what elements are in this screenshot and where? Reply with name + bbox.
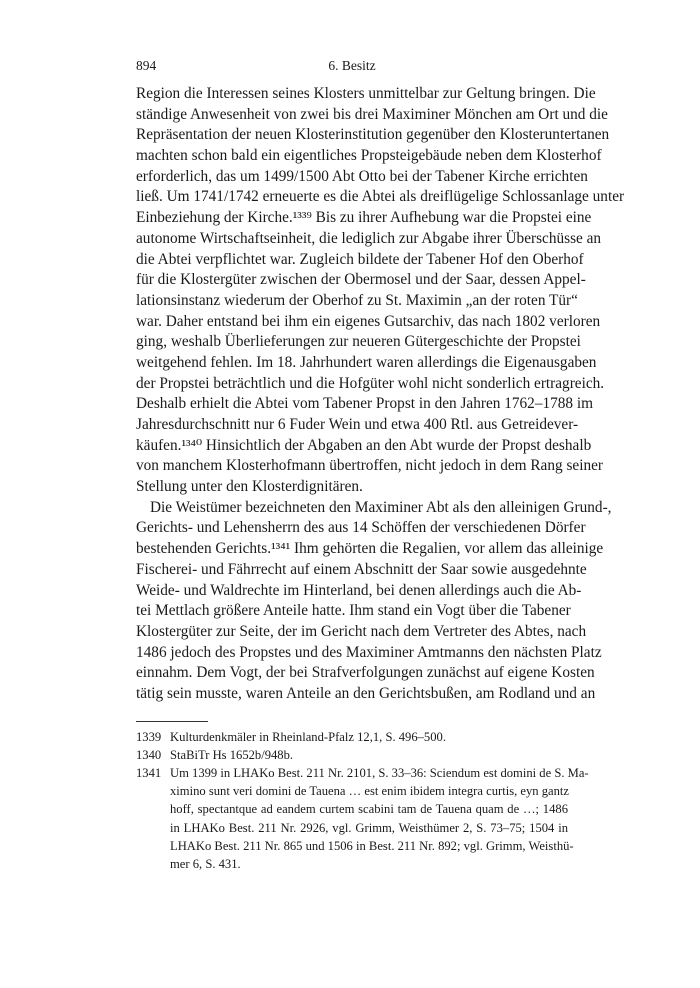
footnote-line: Um 1399 in LHAKo Best. 211 Nr. 2101, S. 33–36: Sciendum est domini de S. Ma- <box>170 766 589 780</box>
body-line: tätig sein musste, waren Anteile an den Gerichtsbußen, am Rodland und an <box>136 684 596 702</box>
footnote-number: 1340 <box>136 747 162 762</box>
footnote-line: LHAKo Best. 211 Nr. 865 und 1506 in Best. 211 Nr. 892; vgl. Grimm, Weisthü- <box>170 838 574 853</box>
body-line: bestehenden Gerichts.¹³⁴¹ Ihm gehörten die Regalien, vor allem das alleinige <box>136 540 604 558</box>
body-line: autonome Wirtschaftseinheit, die lediglich zur Abgabe ihrer Überschüsse an <box>136 229 602 247</box>
body-line: weitgehend fehlen. Im 18. Jahrhundert waren allerdings die Eigenausgaben <box>136 353 597 371</box>
body-line: machten schon bald ein eigentliches Propsteigebäude neben dem Klosterhof <box>136 147 602 165</box>
body-line: tei Mettlach größere Anteile hatte. Ihm stand ein Vogt über die Tabener <box>136 602 571 620</box>
body-line: Deshalb erhielt die Abtei vom Tabener Propst in den Jahren 1762–1788 im <box>136 395 594 413</box>
body-line: Jahresdurchschnitt nur 6 Fuder Wein und etwa 400 Rtl. aus Getreidever- <box>136 416 579 433</box>
footnote-line: StaBiTr Hs 1652b/948b. <box>170 747 294 762</box>
running-head: 6. Besitz <box>328 58 376 73</box>
footnote-line: ximino sunt veri domini de Tauena … est enim ibidem integra curtis, eyn gantz <box>170 784 569 799</box>
body-line: 1486 jedoch des Propstes und des Maximiner Amtmanns den nächsten Platz <box>136 643 602 661</box>
footnote-divider <box>136 721 208 722</box>
footnote-1339 <box>136 728 568 746</box>
body-line: Region die Interessen seines Klosters unmittelbar zur Geltung bringen. Die <box>136 85 596 102</box>
body-line: einnahm. Dem Vogt, der bei Strafverfolgungen zunächst auf eigene Kosten <box>136 664 595 682</box>
body-line: Fischerei- und Fährrecht auf einem Abschnitt der Saar sowie ausgedehnte <box>136 560 587 578</box>
footnote-line: hoff, spectantque ad eandem curtem scabini tam de Tauena quam de …; 1486 <box>170 802 568 817</box>
footnote-line: Kulturdenkmäler in Rheinland-Pfalz 12,1, S. 496–500. <box>170 729 446 744</box>
body-line: ging, weshalb Überlieferungen zur neueren Gütergeschichte der Propstei <box>136 333 581 351</box>
page-number: 894 <box>136 58 157 73</box>
body-line: die Abtei verpflichtet war. Zugleich bildete der Tabener Hof den Oberhof <box>136 250 584 268</box>
body-line: Die Weistümer bezeichneten den Maximiner Abt als den alleinigen Grund-, <box>150 498 612 516</box>
body-text <box>136 84 625 705</box>
footnote-number: 1339 <box>136 729 162 744</box>
body-line: käufen.¹³⁴⁰ Hinsichtlich der Abgaben an den Abt wurde der Propst deshalb <box>136 436 592 454</box>
body-line: war. Daher entstand bei ihm ein eigenes Gutsarchiv, das nach 1802 verloren <box>136 312 601 330</box>
body-line: lationsinstanz wiederum der Oberhof zu St. Maximin „an der roten Tür“ <box>136 291 578 309</box>
body-line: Stellung unter den Klosterdignitären. <box>136 478 363 496</box>
body-line: der Propstei beträchtlich und die Hofgüter wohl nicht sonderlich ertragreich. <box>136 374 605 392</box>
footnote-1340 <box>136 746 568 764</box>
page-header <box>136 58 568 82</box>
body-line: erforderlich, das um 1499/1500 Abt Otto bei der Tabener Kirche errichten <box>136 167 588 185</box>
body-line: Einbeziehung der Kirche.¹³³⁹ Bis zu ihrer Aufhebung war die Propstei eine <box>136 209 592 227</box>
footnotes <box>136 728 589 874</box>
body-line: Repräsentation der neuen Klosterinstitution gegenüber den Klosteruntertanen <box>136 126 610 144</box>
footnote-line: in LHAKo Best. 211 Nr. 2926, vgl. Grimm, Weisthümer 2, S. 73–75; 1504 in <box>170 820 568 835</box>
body-line: Klostergüter zur Seite, der im Gericht nach dem Vertreter des Abtes, nach <box>136 622 587 640</box>
book-page <box>136 58 625 873</box>
body-line: für die Klostergüter zwischen der Obermosel und der Saar, dessen Appel- <box>136 271 586 289</box>
footnote-number: 1341 <box>136 766 162 780</box>
body-line: ließ. Um 1741/1742 erneuerte es die Abtei als dreiflügelige Schlossanlage unter <box>136 188 625 206</box>
footnote-line: mer 6, S. 431. <box>170 856 241 871</box>
body-line: Gerichts- und Lehensherrn des aus 14 Schöffen der verschiedenen Dörfer <box>136 519 586 537</box>
body-line: ständige Anwesenheit von zwei bis drei Maximiner Mönchen am Ort und die <box>136 105 608 123</box>
body-line: von manchem Klosterhofmann übertroffen, nicht jedoch in dem Rang seiner <box>136 457 603 475</box>
body-line: Weide- und Waldrechte im Hinterland, bei denen allerdings auch die Ab- <box>136 581 582 599</box>
footnote-1341 <box>136 764 589 873</box>
